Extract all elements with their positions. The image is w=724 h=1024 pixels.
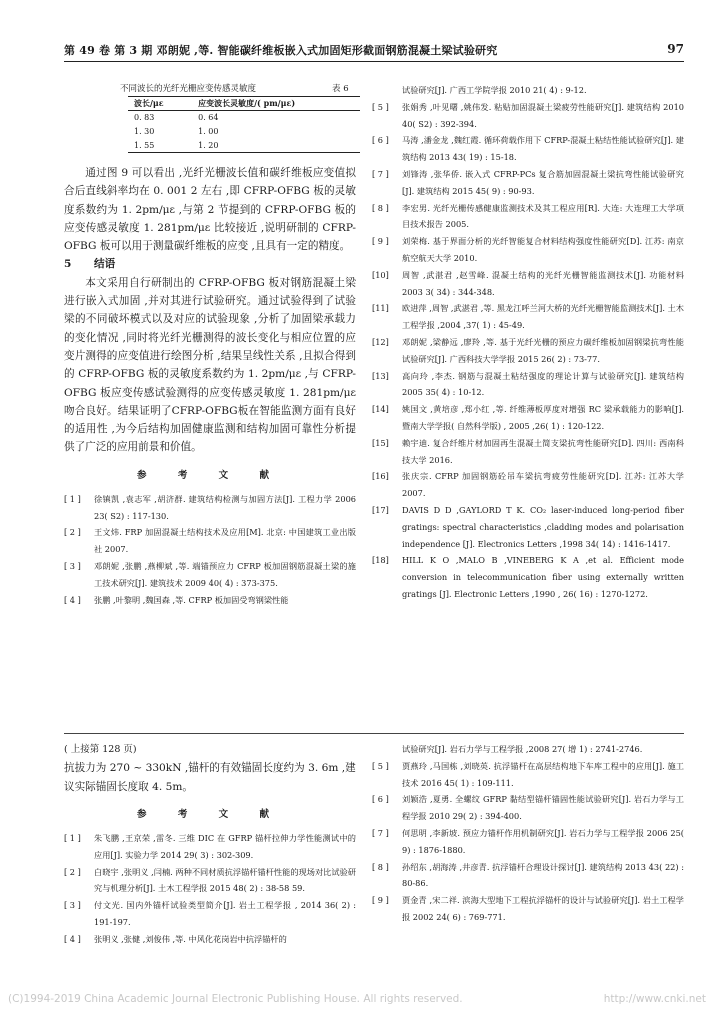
- table-cell: 1. 30: [134, 127, 155, 136]
- table-label: 表 6: [332, 84, 349, 94]
- reference-item: [ 5 ] 贾燕玲 ,马国栋 ,刘晓英. 抗浮锚杆在高层结构地下车库工程中的应用[J]. 施工技术 2016 45( 1) : 109-111.: [372, 760, 684, 788]
- reference-continuation: 试验研究[J]. 岩石力学与工程学报 ,2008 27( 增 1) : 2741-2746.: [402, 744, 643, 754]
- reference-item: [13] 高向玲 ,李杰. 钢筋与混凝土粘结强度的理论计算与试验研究[J]. 建筑结构 2005 35( 4) : 10-12.: [372, 370, 684, 398]
- continuation-note: ( 上接第 128 页): [64, 744, 137, 755]
- table-title: 不同波长的光纤光栅应变传感灵敏度: [120, 84, 257, 94]
- reference-item: [ 7 ] 何思明 ,李新坡. 预应力锚杆作用机制研究[J]. 岩石力学与工程学报 2006 25( 9) : 1876-1880.: [372, 827, 684, 855]
- table-cell: 1. 55: [134, 140, 155, 150]
- table-cell: 0. 83: [134, 113, 155, 123]
- table-header-cell: 波长/με: [134, 98, 164, 108]
- page-number: 97: [667, 42, 684, 56]
- reference-item: [ 3 ] 付文光. 国内外锚杆试验类型简介[J]. 岩土工程学报 , 2014 36( 2) : 191-197.: [64, 900, 356, 927]
- reference-item: [ 4 ] 张明义 ,张健 ,刘俊伟 ,等. 中风化花岗岩中抗浮锚杆的: [64, 933, 287, 944]
- copyright-notice: (C)1994-2019 China Academic Journal Electronic Publishing House. All rights reserved.: [8, 993, 463, 1005]
- reference-continuation: 试验研究[J]. 广西工学院学报 2010 21( 4) : 9-12.: [402, 85, 587, 95]
- reference-item: [ 3 ] 邓朗妮 ,张鹏 ,燕柳斌 ,等. 端锚预应力 CFRP 板加固钢筋混凝土梁的施工技术研究[J]. 建筑技术 2009 40( 4) : 373-375.: [64, 560, 356, 588]
- reference-list: [64, 491, 356, 609]
- reference-item: [ 5 ] 张娟秀 ,叶见曙 ,姚伟发. 粘贴加固混凝土梁疲劳性能研究[J]. 建筑结构 2010 40( S2) : 392-394.: [372, 101, 684, 129]
- table-row: [128, 111, 360, 125]
- reference-item: [ 6 ] 马涛 ,潘金龙 ,魏红霞. 循环荷载作用下 CFRP-混凝土粘结性能试验研究[J]. 建筑结构 2013 43( 19) : 15-18.: [372, 135, 684, 163]
- table-row: [128, 125, 360, 139]
- reference-item: [10] 周智 ,武湛君 ,赵雪峰. 混凝土结构的光纤光栅智能监测技术[J]. 功能材料 2003 3( 34) : 344-348.: [372, 269, 684, 297]
- lower-left-column: [64, 741, 356, 948]
- references-heading: 参 考 文 献: [137, 469, 283, 481]
- reference-item: [ 8 ] 孙绍东 ,胡海涛 ,井彦青. 抗浮锚杆合理设计探讨[J]. 建筑结构 2013 43( 22) : 80-86.: [372, 861, 684, 889]
- table-cell: 1. 20: [198, 140, 219, 150]
- section-heading: [64, 255, 356, 273]
- reference-item: [17] DAVIS D D ,GAYLORD T K. CO₂ laser-induced long-period fiber gratings: spectral characteristics ,cladding modes and polarisation independence [J]. Electronics Letters ,1998 34( 14) : 1416-1417.: [372, 504, 684, 549]
- table-cell: 0. 64: [198, 113, 219, 123]
- section-title: 结语: [94, 258, 116, 271]
- lower-references-heading: 参 考 文 献: [137, 809, 283, 820]
- reference-item: [11] 欧进萍 ,周智 ,武湛君 ,等. 黑龙江呼兰河大桥的光纤光栅智能监测技术[J]. 土木工程学报 ,2004 ,37( 1) : 45-49.: [372, 303, 684, 331]
- right-column: [372, 82, 684, 603]
- body-text: [64, 164, 356, 457]
- running-header: [64, 40, 684, 62]
- table-row: [128, 139, 360, 153]
- reference-item: [ 1 ] 徐镇凯 ,袁志军 ,胡济群. 建筑结构检测与加固方法[J]. 工程力学 2006 23( S2) : 117-130.: [64, 493, 356, 521]
- section-number: 5: [64, 258, 72, 271]
- reference-item: [ 7 ] 刘锋涛 ,张华侨. 嵌入式 CFRP-PCs 复合筋加固混凝土梁抗弯性能试验研究[J]. 建筑结构 2015 45( 9) : 90-93.: [372, 168, 684, 196]
- lower-right-column: [372, 741, 684, 926]
- sensitivity-table: [128, 96, 360, 153]
- lower-body-text: 抗拔力为 270 ~ 330kN ,锚杆的有效锚固长度约为 3. 6m ,建议实际锚固长度取 4. 5m。: [64, 762, 356, 793]
- reference-item: [ 2 ] 白晓宇 ,张明义 ,闫楠. 两种不同材质抗浮锚杆锚杆性能的现场对比试验研究与机理分析[J]. 土木工程学报 2015 48( 2) : 38-58 59.: [64, 866, 356, 894]
- reference-item: [ 9 ] 刘荣梅. 基于界面分析的光纤智能复合材料结构强度性能研究[D]. 江苏: 南京航空航天大学 2010.: [372, 236, 684, 263]
- reference-item: [ 4 ] 张鹏 ,叶黎明 ,魏国森 ,等. CFRP 板加固受弯钢梁性能: [64, 594, 289, 605]
- table-header-row: [128, 97, 360, 111]
- paragraph: 本文采用自行研制出的 CFRP-OFBG 板对钢筋混凝土梁进行嵌入式加固 ,并对其进行试验研究。通过试验得到了试验梁的不同破坏模式以及对应的试验现象 ,分析了加固梁承载力的变化情况 ,同时将光纤光栅测得的波长变化与相应位置的应变片测得的应变值进行绘图分析 ,结果呈线性关系 ,且拟合得到的 CFRP-OFBG 板的灵敏度系数约为 1. 2pm/με ,与 CFRP-OFBG 板应变传感试验测得的应变传感灵敏度 1. 281pm/με 吻合良好。结果证明了CFRP-OFBG板在智能监测方面有良好的适用性 ,为今后结构加固健康监测和结构加固可靠性分析提供了广泛的应用前景和价值。: [64, 276, 356, 454]
- paragraph: 通过图 9 可以看出 ,光纤光栅波长值和碳纤维板应变值拟合后直线斜率均在 0. 001 2 左右 ,即 CFRP-OFBG 板的灵敏度系数约为 1. 2pm/με ,与第 2 节提到的 CFRP-OFBG 板的应变传感灵敏度 1. 281pm/με 比较接近 ,说明研制的 CFRP-OFBG 板可以用于测量碳纤维板的应变 ,且具有一定的精度。: [64, 167, 356, 253]
- reference-item: [12] 邓朗妮 ,梁静远 ,廖羚 ,等. 基于光纤光栅的预应力碳纤维板加固钢梁抗弯性能试验研究[J]. 广西科技大学学报 2015 26( 2) : 73-77.: [372, 336, 684, 364]
- reference-item: [ 8 ] 李宏男. 光纤光栅传感健康监测技术及其工程应用[R]. 大连: 大连理工大学项目技术报告 2005.: [372, 202, 684, 230]
- reference-list: [372, 99, 684, 603]
- footer-link[interactable]: http://www.cnki.net: [603, 993, 706, 1005]
- reference-item: [ 9 ] 贾金青 ,宋二祥. 滨海大型地下工程抗浮锚杆的设计与试验研究[J]. 岩土工程学报 2002 24( 6) : 769-771.: [372, 895, 684, 922]
- reference-item: [15] 赖宇迪. 复合纤维片材加固再生混凝土简支梁抗弯性能研究[D]. 四川: 西南科技大学 2016.: [372, 437, 684, 465]
- reference-item: [ 1 ] 朱飞鹏 ,王京荣 ,雷冬. 三维 DIC 在 GFRP 锚杆拉伸力学性能测试中的应用[J]. 实验力学 2014 29( 3) : 302-309.: [64, 833, 356, 860]
- reference-item: [ 2 ] 王文炜. FRP 加固混凝土结构技术及应用[M]. 北京: 中国建筑工业出版社 2007.: [64, 527, 356, 555]
- header-title: 第 49 卷 第 3 期 邓朗妮 ,等. 智能碳纤维板嵌入式加固矩形截面钢筋混凝土梁试验研究: [64, 44, 498, 57]
- reference-item: [18] HILL K O ,MALO B ,VINEBERG K A ,et al. Efficient mode conversion in telecommunication fiber using externally written gratings [J]. Electronic Letters ,1990 , 26( 16) : 1270-1272.: [372, 555, 684, 599]
- left-column: [64, 82, 356, 608]
- table-header-cell: 应变波长灵敏度/( pm/με): [198, 98, 296, 108]
- article-divider: [64, 733, 684, 734]
- table-cell: 1. 00: [198, 127, 219, 136]
- reference-item: [16] 张庆宗. CFRP 加固钢筋砼吊车梁抗弯疲劳性能研究[D]. 江苏: 江苏大学 2007.: [372, 471, 684, 499]
- reference-item: [ 6 ] 刘颖浩 ,夏勇. 全螺纹 GFRP 黏结型锚杆锚固性能试验研究[J]. 岩石力学与工程学报 2010 29( 2) : 394-400.: [372, 794, 684, 822]
- reference-item: [14] 姚国文 ,黄培彦 ,郑小红 ,等. 纤维薄板厚度对增强 RC 梁承载能力的影响[J]. 暨南大学学报( 自然科学版) , 2005 ,26( 1) : 120-122.: [372, 404, 684, 431]
- lower-reference-list: [64, 830, 356, 948]
- lower-reference-list: [372, 758, 684, 926]
- table-caption: [64, 82, 356, 96]
